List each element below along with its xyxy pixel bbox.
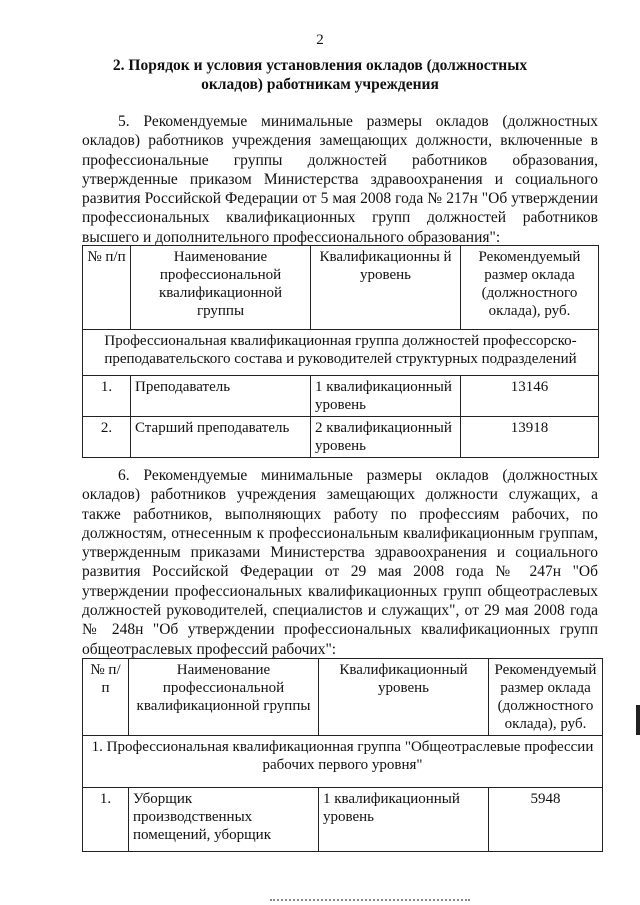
row-level: 2 квалификационный уровень: [311, 417, 461, 458]
salary-table-2: [82, 658, 603, 852]
section-heading: 2. Порядок и условия установления окладов (должностных окладов) работникам учреждения: [112, 57, 528, 93]
row-name: Старший преподаватель: [131, 417, 311, 458]
header-level: Квалификационный уровень: [319, 659, 489, 736]
row-salary: 5948: [489, 788, 603, 852]
scan-edge-mark: [636, 705, 640, 735]
table-row: [83, 417, 599, 458]
table-header-row: [83, 246, 599, 330]
header-num: № п/п: [83, 246, 131, 330]
table-header-row: [83, 659, 603, 736]
row-salary: 13918: [461, 417, 599, 458]
header-salary: Рекомендуемый размер оклада (должностного оклада), руб.: [489, 659, 603, 736]
group-title: 1. Профессиональная квалификационная группа "Общеотраслевые профессии рабочих первого уровня": [83, 736, 603, 788]
page-number: 2: [316, 32, 324, 48]
group-row: [83, 736, 603, 788]
row-salary: 13146: [461, 376, 599, 417]
header-name: Наименование профессиональной квалификационной группы: [129, 659, 319, 736]
table-row: [83, 788, 603, 852]
table-row: [83, 376, 599, 417]
header-salary: Рекомендуемый размер оклада (должностного оклада), руб.: [461, 246, 599, 330]
row-num: 1.: [83, 788, 129, 852]
paragraph-5-text: 5. Рекомендуемые минимальные размеры окладов (должностных окладов) работников учреждения замещающих должности, включенные в профессиональные группы должностей работников образования, утвержденные приказом Министерства здравоохранения и социального развития Российской Федерации от 5 мая 2008 года № 217н "Об утверждении профессиональных квалификационных групп должностей работников высшего и дополнительного профессионального образования":: [82, 113, 598, 246]
row-name: Уборщик производственных помещений, уборщик: [129, 788, 319, 852]
header-name: Наименование профессиональной квалификационной группы: [131, 246, 311, 330]
row-name: Преподаватель: [131, 376, 311, 417]
group-row: [83, 330, 599, 376]
row-level: 1 квалификационный уровень: [319, 788, 489, 852]
paragraph-6: [82, 466, 598, 659]
header-level: Квалификационны й уровень: [311, 246, 461, 330]
row-num: 2.: [83, 417, 131, 458]
footer-artifact: [270, 899, 470, 904]
row-level: 1 квалификационный уровень: [311, 376, 461, 417]
paragraph-6-text: 6. Рекомендуемые минимальные размеры окладов (должностных окладов) работников учреждения замещающих должности служащих, а также работников, выполняющих работу по профессиям рабочих, по должностям, отнесенным к профессиональным квалификационным группам, утвержденным приказами Министерства здравоохранения и социального развития Российской Федерации от 29 мая 2008 года № 247н "Об утверждении профессиональных квалификационных групп общеотраслевых должностей руководителей, специалистов и служащих", от 29 мая 2008 года № 248н "Об утверждении профессиональных квалификационных групп общеотраслевых профессий рабочих":: [82, 467, 598, 658]
header-num: № п/п: [83, 659, 129, 736]
row-num: 1.: [83, 376, 131, 417]
salary-table-1: [82, 245, 599, 458]
paragraph-5: [82, 112, 598, 247]
group-title: Профессиональная квалификационная группа должностей профессорско-преподавательского состава и руководителей структурных подразделений: [83, 330, 599, 376]
